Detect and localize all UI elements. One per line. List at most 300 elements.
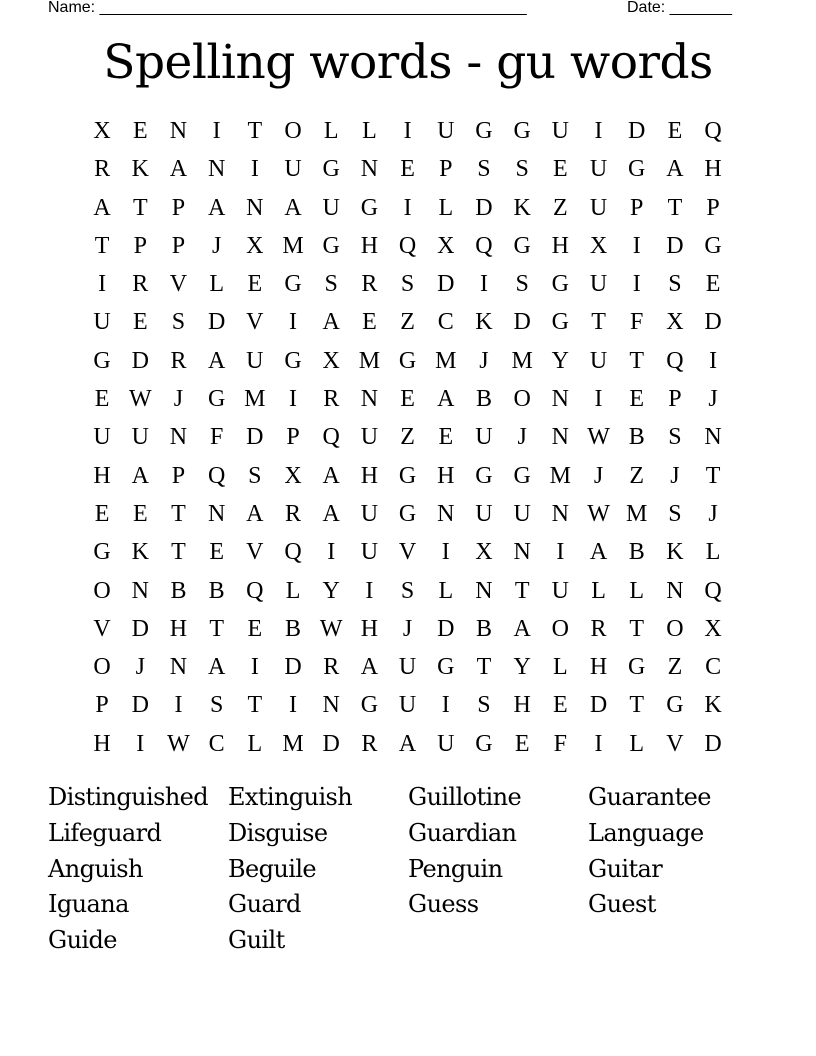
- grid-letter: U: [284, 156, 302, 183]
- grid-letter: X: [322, 347, 340, 374]
- grid-letter: G: [398, 347, 417, 374]
- grid-letter: P: [133, 232, 147, 259]
- grid-letter: K: [131, 539, 149, 566]
- header-row: [48, 0, 748, 20]
- grid-letter: N: [360, 156, 379, 183]
- word-list-item: Iguana: [48, 890, 129, 919]
- grid-letter: L: [247, 730, 263, 757]
- grid-letter: G: [284, 271, 302, 298]
- grid-letter: G: [475, 118, 493, 144]
- grid-letter: U: [589, 194, 608, 221]
- grid-letter: E: [553, 692, 568, 719]
- word-list-item: Guess: [408, 890, 479, 919]
- word-list-item: Disguise: [228, 818, 328, 847]
- grid-letter: V: [169, 271, 188, 298]
- letter-grid: [83, 112, 733, 763]
- grid-letter: W: [587, 500, 610, 527]
- word-list-item: Guardian: [408, 818, 517, 847]
- grid-letter: R: [170, 347, 187, 374]
- grid-letter: O: [513, 386, 531, 413]
- grid-letter: H: [437, 462, 455, 489]
- grid-letter: I: [709, 347, 718, 374]
- grid-row: [83, 418, 733, 456]
- grid-letter: U: [360, 539, 379, 566]
- grid-row: [83, 303, 733, 341]
- grid-letter: Q: [704, 118, 722, 144]
- grid-letter: I: [289, 309, 298, 336]
- grid-row: [83, 189, 733, 227]
- grid-letter: H: [704, 156, 722, 183]
- grid-letter: K: [513, 194, 531, 221]
- grid-letter: F: [553, 730, 568, 757]
- grid-letter: E: [94, 386, 110, 413]
- grid-letter: V: [93, 615, 111, 642]
- grid-letter: Q: [284, 539, 302, 566]
- grid-letter: N: [207, 156, 226, 183]
- grid-letter: T: [171, 500, 186, 527]
- grid-letter: E: [94, 500, 110, 527]
- grid-letter: O: [551, 615, 570, 642]
- grid-row: [83, 380, 733, 418]
- grid-letter: U: [93, 309, 111, 336]
- grid-letter: D: [322, 730, 340, 757]
- grid-letter: N: [131, 577, 149, 604]
- grid-letter: A: [246, 500, 264, 527]
- grid-row: [83, 610, 733, 648]
- grid-letter: D: [131, 692, 149, 719]
- grid-letter: N: [513, 539, 531, 566]
- grid-row: [83, 648, 733, 686]
- grid-letter: J: [517, 424, 527, 451]
- grid-letter: G: [513, 462, 531, 489]
- grid-letter: J: [402, 615, 413, 642]
- word-list: [48, 780, 768, 959]
- grid-letter: Q: [246, 577, 264, 604]
- grid-row: [83, 112, 733, 150]
- grid-letter: F: [630, 309, 644, 336]
- grid-letter: D: [704, 309, 722, 336]
- grid-letter: V: [246, 539, 264, 566]
- word-list-item: Anguish: [48, 854, 143, 883]
- grid-letter: S: [477, 156, 491, 183]
- grid-letter: S: [324, 271, 338, 298]
- grid-letter: U: [589, 347, 608, 374]
- grid-letter: I: [289, 386, 298, 413]
- grid-letter: Z: [400, 309, 415, 336]
- grid-letter: S: [171, 309, 186, 336]
- word-list-item: Guitar: [588, 854, 663, 883]
- grid-letter: U: [322, 194, 340, 221]
- grid-letter: C: [705, 654, 722, 681]
- grid-letter: S: [400, 271, 415, 298]
- grid-letter: Y: [513, 654, 531, 681]
- grid-letter: Q: [322, 424, 340, 451]
- grid-letter: G: [551, 309, 570, 336]
- grid-letter: J: [708, 500, 718, 527]
- grid-letter: P: [171, 232, 186, 259]
- grid-letter: D: [589, 692, 608, 719]
- date-field-label: Date: _______: [627, 0, 732, 16]
- grid-letter: B: [170, 577, 187, 604]
- grid-letter: R: [132, 271, 149, 298]
- grid-letter: L: [438, 194, 454, 221]
- grid-letter: R: [361, 271, 378, 298]
- grid-letter: A: [322, 309, 340, 336]
- grid-letter: H: [360, 462, 379, 489]
- grid-letter: V: [666, 730, 684, 757]
- grid-letter: I: [327, 539, 336, 566]
- grid-letter: M: [244, 386, 266, 413]
- grid-letter: E: [400, 386, 415, 413]
- grid-letter: P: [95, 692, 109, 719]
- grid-letter: P: [630, 194, 644, 221]
- grid-letter: A: [169, 156, 188, 183]
- grid-letter: T: [591, 309, 606, 336]
- grid-letter: R: [590, 615, 607, 642]
- grid-letter: U: [131, 424, 149, 451]
- grid-row: [83, 572, 733, 610]
- grid-letter: N: [666, 577, 684, 604]
- grid-letter: S: [515, 156, 529, 183]
- grid-letter: J: [708, 386, 718, 413]
- grid-letter: I: [250, 156, 259, 183]
- grid-letter: S: [400, 577, 415, 604]
- grid-letter: N: [246, 194, 264, 221]
- word-list-item: Distinguished: [48, 783, 209, 811]
- grid-letter: I: [556, 539, 565, 566]
- grid-letter: L: [629, 730, 645, 757]
- grid-letter: T: [132, 194, 148, 221]
- grid-letter: A: [589, 539, 608, 566]
- grid-letter: U: [360, 424, 379, 451]
- grid-letter: X: [589, 232, 608, 259]
- grid-row: [83, 725, 733, 763]
- grid-letter: P: [706, 194, 720, 221]
- grid-letter: Q: [398, 232, 417, 259]
- grid-letter: I: [174, 692, 183, 719]
- grid-letter: L: [209, 271, 224, 298]
- grid-letter: E: [705, 271, 721, 298]
- word-list-item: Guest: [588, 890, 656, 919]
- grid-letter: U: [551, 118, 570, 144]
- grid-letter: P: [668, 386, 682, 413]
- grid-letter: M: [282, 730, 304, 757]
- grid-letter: U: [360, 500, 379, 527]
- grid-letter: L: [438, 577, 454, 604]
- grid-letter: L: [362, 118, 377, 144]
- grid-letter: B: [628, 424, 645, 451]
- grid-letter: E: [438, 424, 454, 451]
- grid-letter: V: [246, 309, 264, 336]
- grid-row: [83, 265, 733, 303]
- grid-letter: I: [441, 539, 450, 566]
- grid-letter: G: [666, 692, 684, 719]
- grid-letter: T: [171, 539, 186, 566]
- grid-letter: X: [437, 232, 455, 259]
- grid-letter: I: [98, 271, 107, 298]
- grid-letter: M: [549, 462, 572, 489]
- grid-letter: X: [475, 539, 493, 566]
- grid-letter: X: [704, 615, 722, 642]
- grid-letter: T: [629, 615, 645, 642]
- grid-letter: P: [286, 424, 300, 451]
- grid-letter: G: [475, 462, 493, 489]
- grid-letter: O: [666, 615, 684, 642]
- word-list-item: Language: [588, 818, 704, 847]
- grid-letter: D: [666, 232, 684, 259]
- grid-letter: N: [475, 577, 493, 604]
- grid-letter: N: [207, 500, 226, 527]
- grid-letter: T: [476, 654, 492, 681]
- grid-letter: N: [169, 654, 188, 681]
- grid-letter: J: [135, 654, 145, 681]
- grid-letter: N: [169, 118, 188, 144]
- grid-letter: U: [437, 730, 455, 757]
- grid-letter: K: [666, 539, 684, 566]
- grid-letter: M: [511, 347, 533, 374]
- grid-letter: W: [587, 424, 610, 451]
- grid-letter: D: [246, 424, 264, 451]
- grid-letter: H: [513, 692, 531, 719]
- grid-letter: A: [284, 194, 302, 221]
- grid-letter: Y: [322, 577, 340, 604]
- grid-letter: N: [551, 424, 570, 451]
- grid-letter: G: [437, 654, 455, 681]
- grid-letter: G: [360, 194, 379, 221]
- word-list-item: Penguin: [408, 854, 503, 883]
- grid-letter: R: [285, 500, 302, 527]
- word-list-item: Extinguish: [228, 783, 353, 811]
- grid-letter: I: [403, 194, 412, 221]
- grid-letter: I: [403, 118, 412, 144]
- grid-letter: R: [94, 156, 111, 183]
- grid-letter: L: [629, 577, 645, 604]
- grid-letter: G: [628, 654, 646, 681]
- grid-letter: L: [705, 539, 721, 566]
- grid-letter: Z: [667, 654, 683, 681]
- grid-letter: E: [132, 118, 148, 144]
- grid-letter: G: [628, 156, 646, 183]
- grid-row: [83, 150, 733, 188]
- grid-letter: B: [628, 539, 645, 566]
- grid-letter: I: [632, 271, 641, 298]
- grid-letter: J: [479, 347, 489, 374]
- grid-letter: U: [398, 692, 417, 719]
- grid-letter: D: [437, 271, 455, 298]
- grid-letter: J: [670, 462, 680, 489]
- grid-letter: A: [93, 194, 111, 221]
- grid-letter: I: [632, 232, 641, 259]
- grid-letter: D: [475, 194, 493, 221]
- grid-letter: I: [441, 692, 450, 719]
- grid-letter: U: [551, 577, 570, 604]
- grid-letter: E: [132, 500, 148, 527]
- grid-letter: L: [285, 577, 301, 604]
- grid-letter: I: [594, 386, 603, 413]
- grid-letter: N: [551, 386, 570, 413]
- grid-letter: E: [247, 615, 263, 642]
- grid-letter: G: [704, 232, 722, 259]
- grid-letter: S: [515, 271, 529, 298]
- grid-letter: F: [209, 424, 224, 451]
- grid-letter: U: [93, 424, 111, 451]
- grid-letter: G: [93, 347, 111, 374]
- grid-letter: H: [93, 730, 111, 757]
- grid-letter: U: [513, 500, 531, 527]
- grid-letter: P: [439, 156, 453, 183]
- grid-letter: O: [93, 577, 111, 604]
- grid-letter: A: [322, 462, 340, 489]
- grid-letter: K: [131, 156, 149, 183]
- grid-letter: U: [475, 424, 493, 451]
- grid-letter: D: [207, 309, 226, 336]
- grid-letter: C: [437, 309, 454, 336]
- grid-letter: N: [360, 386, 379, 413]
- grid-letter: S: [248, 462, 262, 489]
- grid-letter: X: [666, 309, 684, 336]
- grid-letter: Q: [475, 232, 493, 259]
- grid-letter: E: [400, 156, 415, 183]
- grid-letter: D: [437, 615, 455, 642]
- grid-letter: U: [398, 654, 417, 681]
- grid-letter: A: [437, 386, 455, 413]
- grid-letter: B: [475, 615, 492, 642]
- grid-letter: Y: [551, 347, 570, 374]
- grid-letter: G: [398, 462, 417, 489]
- grid-letter: H: [169, 615, 188, 642]
- grid-letter: N: [169, 424, 188, 451]
- grid-letter: R: [323, 386, 340, 413]
- grid-letter: V: [398, 539, 417, 566]
- grid-letter: H: [93, 462, 111, 489]
- grid-letter: G: [513, 232, 531, 259]
- grid-letter: S: [668, 424, 682, 451]
- grid-letter: K: [475, 309, 493, 336]
- grid-letter: A: [513, 615, 531, 642]
- grid-letter: G: [475, 730, 493, 757]
- word-list-item: Guide: [48, 926, 117, 955]
- grid-letter: A: [666, 156, 684, 183]
- grid-letter: A: [131, 462, 149, 489]
- grid-letter: M: [358, 347, 381, 374]
- grid-letter: T: [94, 232, 110, 259]
- grid-letter: D: [131, 615, 149, 642]
- grid-letter: A: [207, 347, 226, 374]
- grid-letter: U: [589, 156, 608, 183]
- grid-letter: A: [322, 500, 340, 527]
- grid-letter: P: [171, 194, 186, 221]
- grid-letter: A: [207, 654, 226, 681]
- grid-letter: G: [284, 347, 302, 374]
- grid-letter: E: [209, 539, 224, 566]
- grid-letter: X: [93, 118, 111, 144]
- grid-letter: T: [209, 615, 224, 642]
- grid-letter: O: [284, 118, 302, 144]
- grid-letter: G: [322, 232, 340, 259]
- grid-letter: H: [360, 615, 379, 642]
- grid-letter: J: [593, 462, 604, 489]
- grid-letter: H: [360, 232, 379, 259]
- grid-row: [83, 342, 733, 380]
- grid-letter: E: [629, 386, 645, 413]
- grid-letter: G: [360, 692, 379, 719]
- word-list-item: Lifeguard: [48, 818, 162, 847]
- grid-letter: Z: [553, 194, 568, 221]
- grid-letter: N: [704, 424, 722, 451]
- grid-letter: N: [322, 692, 340, 719]
- grid-letter: N: [551, 500, 570, 527]
- grid-letter: Z: [629, 462, 645, 489]
- grid-letter: T: [629, 692, 645, 719]
- grid-letter: U: [246, 347, 264, 374]
- grid-letter: I: [136, 730, 145, 757]
- grid-letter: Q: [704, 577, 722, 604]
- grid-letter: G: [551, 271, 570, 298]
- word-list-item: Guarantee: [588, 783, 711, 811]
- grid-letter: E: [514, 730, 530, 757]
- grid-letter: K: [704, 692, 722, 719]
- grid-letter: S: [209, 692, 224, 719]
- grid-letter: M: [626, 500, 648, 527]
- grid-letter: T: [667, 194, 683, 221]
- grid-letter: I: [250, 654, 259, 681]
- grid-letter: S: [668, 500, 682, 527]
- grid-letter: S: [477, 692, 491, 719]
- grid-letter: E: [247, 271, 263, 298]
- grid-letter: D: [513, 309, 531, 336]
- grid-letter: G: [207, 386, 226, 413]
- grid-letter: R: [361, 730, 378, 757]
- grid-letter: G: [513, 118, 531, 144]
- grid-row: [83, 457, 733, 495]
- grid-letter: M: [282, 232, 304, 259]
- grid-letter: N: [437, 500, 455, 527]
- grid-letter: G: [398, 500, 417, 527]
- grid-letter: S: [668, 271, 682, 298]
- word-list-item: Beguile: [228, 854, 317, 883]
- grid-letter: E: [667, 118, 683, 144]
- grid-letter: T: [514, 577, 530, 604]
- grid-letter: A: [360, 654, 379, 681]
- grid-letter: I: [479, 271, 488, 298]
- grid-letter: L: [591, 577, 606, 604]
- word-list-item: Guillotine: [408, 783, 522, 811]
- grid-letter: U: [589, 271, 608, 298]
- grid-letter: D: [284, 654, 302, 681]
- grid-letter: G: [93, 539, 111, 566]
- grid-letter: G: [322, 156, 340, 183]
- grid-letter: A: [398, 730, 417, 757]
- name-field-label: Name: ________________________________________________: [48, 0, 527, 16]
- grid-letter: W: [167, 730, 190, 757]
- grid-letter: E: [362, 309, 377, 336]
- page-title: Spelling words - gu words: [103, 35, 713, 90]
- grid-letter: I: [594, 730, 603, 757]
- grid-letter: Z: [400, 424, 415, 451]
- grid-letter: A: [207, 194, 226, 221]
- grid-letter: M: [435, 347, 457, 374]
- grid-letter: I: [365, 577, 374, 604]
- grid-row: [83, 227, 733, 265]
- grid-letter: R: [323, 654, 340, 681]
- grid-row: [83, 533, 733, 571]
- grid-letter: T: [705, 462, 721, 489]
- grid-letter: Q: [207, 462, 226, 489]
- grid-letter: H: [589, 654, 608, 681]
- word-list-item: Guard: [228, 890, 301, 919]
- grid-letter: W: [319, 615, 343, 642]
- grid-letter: Q: [666, 347, 684, 374]
